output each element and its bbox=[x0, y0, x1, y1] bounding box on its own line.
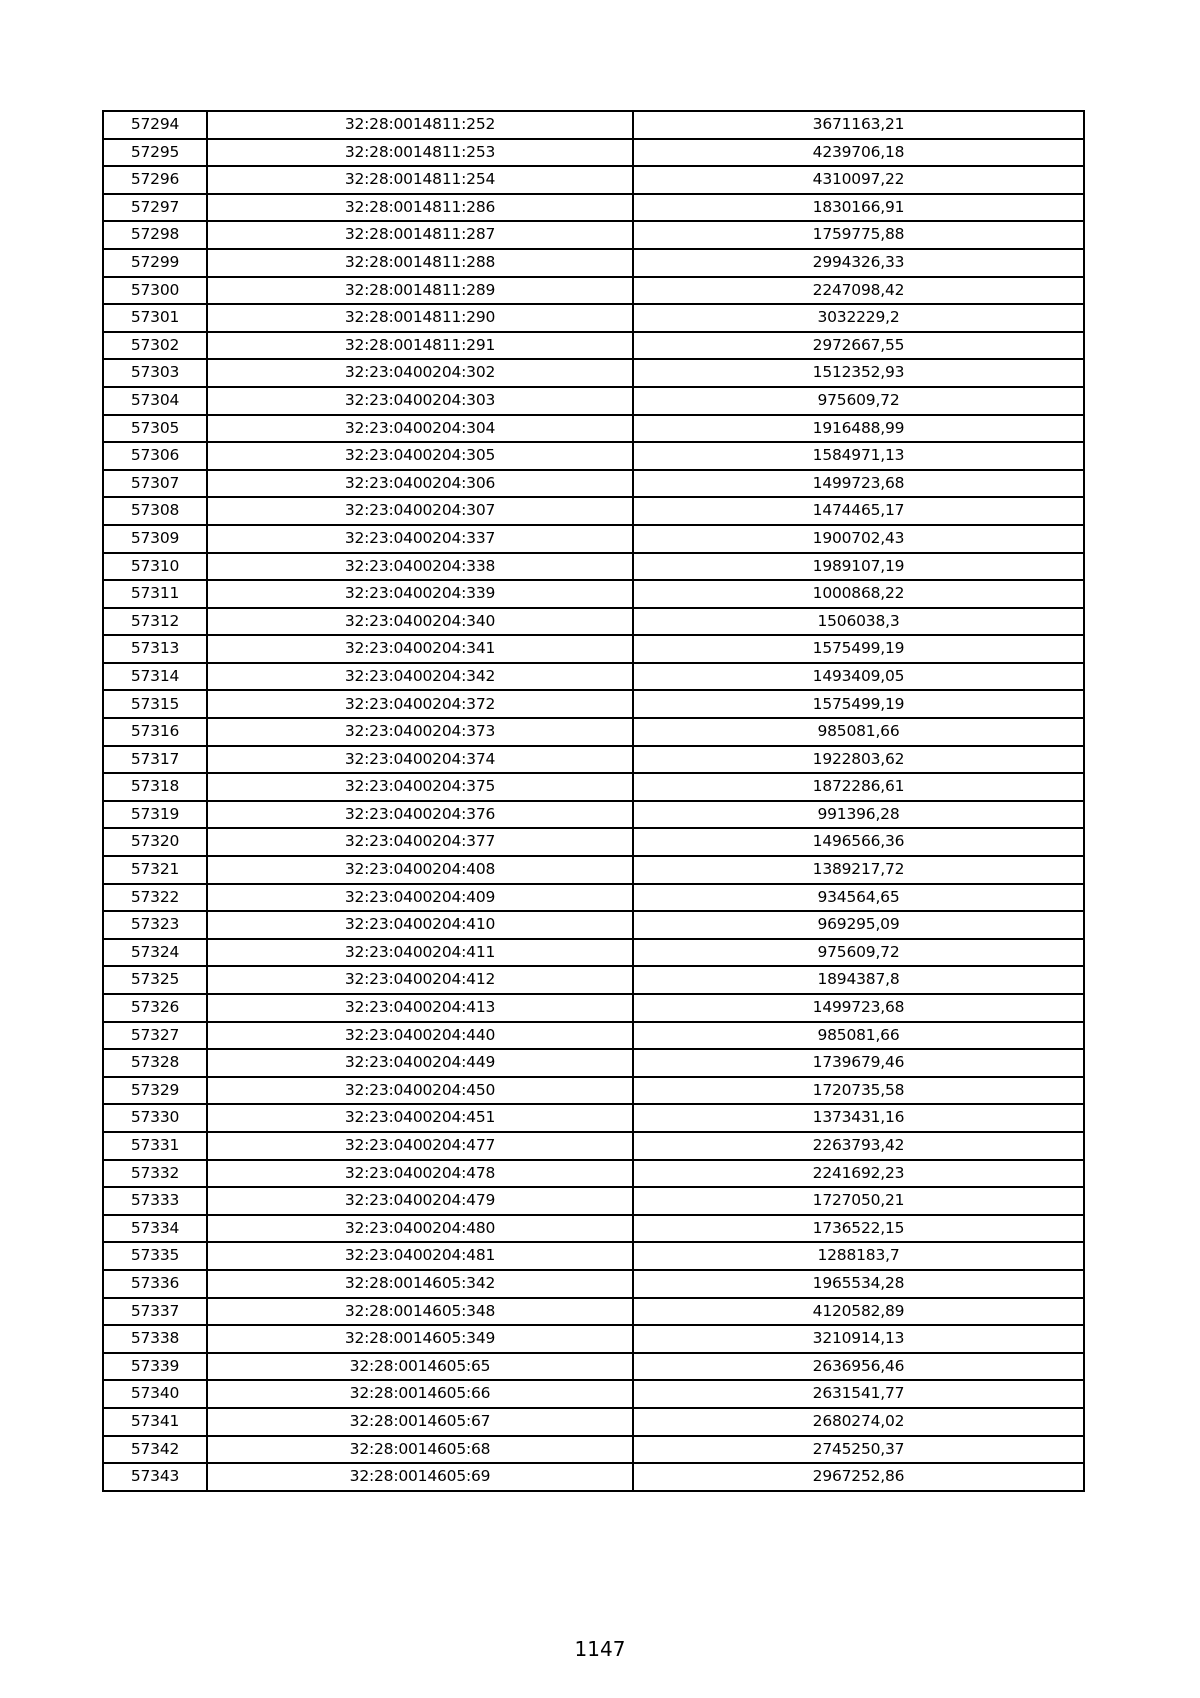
row-number-cell: 57294 bbox=[103, 111, 207, 139]
table-row bbox=[103, 1353, 1084, 1381]
cadastral-value-cell: 4310097,22 bbox=[633, 166, 1084, 194]
cadastral-value-cell: 1496566,36 bbox=[633, 828, 1084, 856]
cadastral-number-cell: 32:23:0400204:440 bbox=[207, 1022, 633, 1050]
cadastral-value-cell: 3671163,21 bbox=[633, 111, 1084, 139]
cadastral-value-cell: 1288183,7 bbox=[633, 1242, 1084, 1270]
cadastral-value-cell: 4120582,89 bbox=[633, 1298, 1084, 1326]
row-number-cell: 57306 bbox=[103, 442, 207, 470]
row-number-cell: 57318 bbox=[103, 773, 207, 801]
cadastral-value-cell: 1900702,43 bbox=[633, 525, 1084, 553]
cadastral-value-cell: 1499723,68 bbox=[633, 994, 1084, 1022]
row-number-cell: 57315 bbox=[103, 690, 207, 718]
cadastral-value-cell: 991396,28 bbox=[633, 801, 1084, 829]
row-number-cell: 57330 bbox=[103, 1104, 207, 1132]
cadastral-value-cell: 1373431,16 bbox=[633, 1104, 1084, 1132]
table-row bbox=[103, 635, 1084, 663]
cadastral-number-cell: 32:23:0400204:342 bbox=[207, 663, 633, 691]
cadastral-number-cell: 32:23:0400204:377 bbox=[207, 828, 633, 856]
row-number-cell: 57313 bbox=[103, 635, 207, 663]
cadastral-value-cell: 985081,66 bbox=[633, 718, 1084, 746]
row-number-cell: 57303 bbox=[103, 359, 207, 387]
row-number-cell: 57298 bbox=[103, 221, 207, 249]
row-number-cell: 57322 bbox=[103, 884, 207, 912]
cadastral-value-cell: 1493409,05 bbox=[633, 663, 1084, 691]
cadastral-number-cell: 32:28:0014605:342 bbox=[207, 1270, 633, 1298]
cadastral-number-cell: 32:28:0014605:67 bbox=[207, 1408, 633, 1436]
table-row bbox=[103, 718, 1084, 746]
cadastral-value-cell: 975609,72 bbox=[633, 939, 1084, 967]
cadastral-value-cell: 2745250,37 bbox=[633, 1436, 1084, 1464]
row-number-cell: 57339 bbox=[103, 1353, 207, 1381]
table-row bbox=[103, 139, 1084, 167]
cadastral-value-cell: 1736522,15 bbox=[633, 1215, 1084, 1243]
cadastral-value-cell: 1389217,72 bbox=[633, 856, 1084, 884]
cadastral-value-cell: 1830166,91 bbox=[633, 194, 1084, 222]
table-row bbox=[103, 332, 1084, 360]
cadastral-value-cell: 1739679,46 bbox=[633, 1049, 1084, 1077]
cadastral-number-cell: 32:23:0400204:408 bbox=[207, 856, 633, 884]
cadastral-value-cell: 4239706,18 bbox=[633, 139, 1084, 167]
table-row bbox=[103, 690, 1084, 718]
cadastral-number-cell: 32:23:0400204:339 bbox=[207, 580, 633, 608]
table-row bbox=[103, 1022, 1084, 1050]
cadastral-number-cell: 32:23:0400204:481 bbox=[207, 1242, 633, 1270]
table-row bbox=[103, 1463, 1084, 1491]
cadastral-value-cell: 2972667,55 bbox=[633, 332, 1084, 360]
row-number-cell: 57307 bbox=[103, 470, 207, 498]
cadastral-value-cell: 3210914,13 bbox=[633, 1325, 1084, 1353]
row-number-cell: 57300 bbox=[103, 277, 207, 305]
cadastral-number-cell: 32:23:0400204:306 bbox=[207, 470, 633, 498]
table-row bbox=[103, 1242, 1084, 1270]
cadastral-value-table bbox=[102, 110, 1085, 1492]
cadastral-number-cell: 32:23:0400204:477 bbox=[207, 1132, 633, 1160]
row-number-cell: 57336 bbox=[103, 1270, 207, 1298]
row-number-cell: 57309 bbox=[103, 525, 207, 553]
cadastral-number-cell: 32:23:0400204:479 bbox=[207, 1187, 633, 1215]
cadastral-value-cell: 1499723,68 bbox=[633, 470, 1084, 498]
table-row bbox=[103, 525, 1084, 553]
cadastral-number-cell: 32:23:0400204:451 bbox=[207, 1104, 633, 1132]
row-number-cell: 57324 bbox=[103, 939, 207, 967]
cadastral-value-cell: 969295,09 bbox=[633, 911, 1084, 939]
cadastral-number-cell: 32:28:0014605:348 bbox=[207, 1298, 633, 1326]
row-number-cell: 57317 bbox=[103, 746, 207, 774]
table-row bbox=[103, 1325, 1084, 1353]
cadastral-number-cell: 32:23:0400204:302 bbox=[207, 359, 633, 387]
cadastral-number-cell: 32:23:0400204:478 bbox=[207, 1160, 633, 1188]
cadastral-number-cell: 32:23:0400204:374 bbox=[207, 746, 633, 774]
cadastral-value-cell: 1872286,61 bbox=[633, 773, 1084, 801]
cadastral-value-cell: 1965534,28 bbox=[633, 1270, 1084, 1298]
cadastral-number-cell: 32:23:0400204:341 bbox=[207, 635, 633, 663]
cadastral-number-cell: 32:28:0014811:286 bbox=[207, 194, 633, 222]
cadastral-value-cell: 1922803,62 bbox=[633, 746, 1084, 774]
cadastral-number-cell: 32:28:0014811:288 bbox=[207, 249, 633, 277]
cadastral-value-cell: 3032229,2 bbox=[633, 304, 1084, 332]
cadastral-value-cell: 2247098,42 bbox=[633, 277, 1084, 305]
cadastral-value-cell: 2680274,02 bbox=[633, 1408, 1084, 1436]
cadastral-value-cell: 1759775,88 bbox=[633, 221, 1084, 249]
table-row bbox=[103, 111, 1084, 139]
table-row bbox=[103, 1215, 1084, 1243]
cadastral-number-cell: 32:23:0400204:375 bbox=[207, 773, 633, 801]
cadastral-value-cell: 2994326,33 bbox=[633, 249, 1084, 277]
row-number-cell: 57325 bbox=[103, 966, 207, 994]
cadastral-number-cell: 32:23:0400204:449 bbox=[207, 1049, 633, 1077]
cadastral-value-cell: 2636956,46 bbox=[633, 1353, 1084, 1381]
table-row bbox=[103, 470, 1084, 498]
cadastral-value-cell: 1000868,22 bbox=[633, 580, 1084, 608]
row-number-cell: 57327 bbox=[103, 1022, 207, 1050]
table-row bbox=[103, 277, 1084, 305]
cadastral-number-cell: 32:23:0400204:410 bbox=[207, 911, 633, 939]
table-row bbox=[103, 442, 1084, 470]
table-row bbox=[103, 497, 1084, 525]
row-number-cell: 57304 bbox=[103, 387, 207, 415]
table-row bbox=[103, 1160, 1084, 1188]
cadastral-number-cell: 32:23:0400204:303 bbox=[207, 387, 633, 415]
row-number-cell: 57328 bbox=[103, 1049, 207, 1077]
table-row bbox=[103, 966, 1084, 994]
table-row bbox=[103, 1187, 1084, 1215]
cadastral-value-cell: 1584971,13 bbox=[633, 442, 1084, 470]
table-row bbox=[103, 553, 1084, 581]
table-body bbox=[103, 111, 1084, 1491]
table-row bbox=[103, 663, 1084, 691]
cadastral-value-cell: 975609,72 bbox=[633, 387, 1084, 415]
cadastral-number-cell: 32:23:0400204:480 bbox=[207, 1215, 633, 1243]
cadastral-number-cell: 32:23:0400204:307 bbox=[207, 497, 633, 525]
row-number-cell: 57295 bbox=[103, 139, 207, 167]
cadastral-number-cell: 32:23:0400204:372 bbox=[207, 690, 633, 718]
row-number-cell: 57312 bbox=[103, 608, 207, 636]
cadastral-value-cell: 1720735,58 bbox=[633, 1077, 1084, 1105]
row-number-cell: 57301 bbox=[103, 304, 207, 332]
cadastral-number-cell: 32:23:0400204:412 bbox=[207, 966, 633, 994]
cadastral-value-cell: 1575499,19 bbox=[633, 635, 1084, 663]
table-row bbox=[103, 1408, 1084, 1436]
table-row bbox=[103, 884, 1084, 912]
table-row bbox=[103, 1380, 1084, 1408]
cadastral-value-cell: 1727050,21 bbox=[633, 1187, 1084, 1215]
row-number-cell: 57302 bbox=[103, 332, 207, 360]
cadastral-number-cell: 32:28:0014605:349 bbox=[207, 1325, 633, 1353]
page-number: 1147 bbox=[574, 1637, 626, 1661]
cadastral-number-cell: 32:28:0014811:252 bbox=[207, 111, 633, 139]
cadastral-value-cell: 985081,66 bbox=[633, 1022, 1084, 1050]
row-number-cell: 57341 bbox=[103, 1408, 207, 1436]
table-row bbox=[103, 1436, 1084, 1464]
cadastral-value-cell: 934564,65 bbox=[633, 884, 1084, 912]
table-row bbox=[103, 1270, 1084, 1298]
cadastral-number-cell: 32:28:0014811:287 bbox=[207, 221, 633, 249]
cadastral-value-cell: 1575499,19 bbox=[633, 690, 1084, 718]
cadastral-number-cell: 32:23:0400204:337 bbox=[207, 525, 633, 553]
row-number-cell: 57310 bbox=[103, 553, 207, 581]
table-row bbox=[103, 1104, 1084, 1132]
cadastral-number-cell: 32:23:0400204:304 bbox=[207, 415, 633, 443]
cadastral-number-cell: 32:28:0014605:65 bbox=[207, 1353, 633, 1381]
cadastral-number-cell: 32:28:0014605:66 bbox=[207, 1380, 633, 1408]
table-row bbox=[103, 773, 1084, 801]
table-row bbox=[103, 359, 1084, 387]
row-number-cell: 57326 bbox=[103, 994, 207, 1022]
cadastral-number-cell: 32:28:0014605:69 bbox=[207, 1463, 633, 1491]
cadastral-number-cell: 32:23:0400204:376 bbox=[207, 801, 633, 829]
row-number-cell: 57311 bbox=[103, 580, 207, 608]
table-row bbox=[103, 304, 1084, 332]
cadastral-value-cell: 1506038,3 bbox=[633, 608, 1084, 636]
cadastral-number-cell: 32:23:0400204:409 bbox=[207, 884, 633, 912]
cadastral-number-cell: 32:23:0400204:413 bbox=[207, 994, 633, 1022]
row-number-cell: 57343 bbox=[103, 1463, 207, 1491]
cadastral-number-cell: 32:23:0400204:340 bbox=[207, 608, 633, 636]
cadastral-value-cell: 2631541,77 bbox=[633, 1380, 1084, 1408]
cadastral-value-cell: 1989107,19 bbox=[633, 553, 1084, 581]
cadastral-number-cell: 32:28:0014811:289 bbox=[207, 277, 633, 305]
table-row bbox=[103, 828, 1084, 856]
cadastral-number-cell: 32:23:0400204:338 bbox=[207, 553, 633, 581]
table-row bbox=[103, 249, 1084, 277]
row-number-cell: 57332 bbox=[103, 1160, 207, 1188]
row-number-cell: 57329 bbox=[103, 1077, 207, 1105]
row-number-cell: 57319 bbox=[103, 801, 207, 829]
cadastral-number-cell: 32:23:0400204:305 bbox=[207, 442, 633, 470]
table-row bbox=[103, 1132, 1084, 1160]
table-row bbox=[103, 911, 1084, 939]
row-number-cell: 57338 bbox=[103, 1325, 207, 1353]
table-row bbox=[103, 856, 1084, 884]
row-number-cell: 57299 bbox=[103, 249, 207, 277]
row-number-cell: 57316 bbox=[103, 718, 207, 746]
row-number-cell: 57337 bbox=[103, 1298, 207, 1326]
cadastral-value-cell: 1512352,93 bbox=[633, 359, 1084, 387]
table-row bbox=[103, 801, 1084, 829]
row-number-cell: 57320 bbox=[103, 828, 207, 856]
cadastral-number-cell: 32:28:0014811:253 bbox=[207, 139, 633, 167]
table-row bbox=[103, 1049, 1084, 1077]
row-number-cell: 57340 bbox=[103, 1380, 207, 1408]
table-row bbox=[103, 415, 1084, 443]
table-row bbox=[103, 1077, 1084, 1105]
cadastral-number-cell: 32:23:0400204:411 bbox=[207, 939, 633, 967]
row-number-cell: 57296 bbox=[103, 166, 207, 194]
row-number-cell: 57305 bbox=[103, 415, 207, 443]
table-row bbox=[103, 194, 1084, 222]
table-row bbox=[103, 608, 1084, 636]
table-row bbox=[103, 939, 1084, 967]
row-number-cell: 57333 bbox=[103, 1187, 207, 1215]
row-number-cell: 57335 bbox=[103, 1242, 207, 1270]
row-number-cell: 57314 bbox=[103, 663, 207, 691]
table-row bbox=[103, 994, 1084, 1022]
row-number-cell: 57323 bbox=[103, 911, 207, 939]
table-row bbox=[103, 580, 1084, 608]
row-number-cell: 57297 bbox=[103, 194, 207, 222]
row-number-cell: 57308 bbox=[103, 497, 207, 525]
row-number-cell: 57321 bbox=[103, 856, 207, 884]
cadastral-value-cell: 2241692,23 bbox=[633, 1160, 1084, 1188]
row-number-cell: 57342 bbox=[103, 1436, 207, 1464]
cadastral-number-cell: 32:28:0014811:291 bbox=[207, 332, 633, 360]
cadastral-value-cell: 2967252,86 bbox=[633, 1463, 1084, 1491]
cadastral-number-cell: 32:23:0400204:450 bbox=[207, 1077, 633, 1105]
cadastral-value-cell: 1474465,17 bbox=[633, 497, 1084, 525]
cadastral-number-cell: 32:28:0014811:290 bbox=[207, 304, 633, 332]
table-row bbox=[103, 1298, 1084, 1326]
cadastral-value-cell: 1894387,8 bbox=[633, 966, 1084, 994]
table-row bbox=[103, 221, 1084, 249]
cadastral-value-cell: 1916488,99 bbox=[633, 415, 1084, 443]
row-number-cell: 57334 bbox=[103, 1215, 207, 1243]
table-row bbox=[103, 166, 1084, 194]
row-number-cell: 57331 bbox=[103, 1132, 207, 1160]
table-row bbox=[103, 746, 1084, 774]
cadastral-value-cell: 2263793,42 bbox=[633, 1132, 1084, 1160]
cadastral-number-cell: 32:28:0014811:254 bbox=[207, 166, 633, 194]
table-row bbox=[103, 387, 1084, 415]
cadastral-number-cell: 32:23:0400204:373 bbox=[207, 718, 633, 746]
cadastral-number-cell: 32:28:0014605:68 bbox=[207, 1436, 633, 1464]
